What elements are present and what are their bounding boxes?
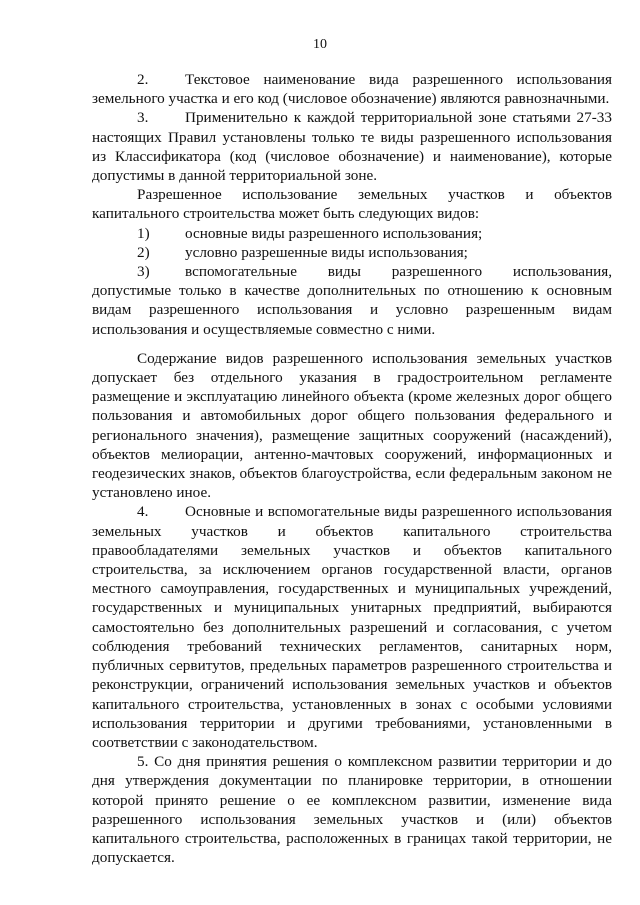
paragraph-text: Текстовое наименование вида разрешенного использования земельного участка и его код (числовое обозначение) являются равнозначными. [92, 71, 612, 108]
list-item-text: основные виды разрешенного использования; [185, 224, 483, 242]
list-item-number: 1) [137, 224, 150, 242]
paragraph-4 [92, 502, 612, 752]
list-item-3 [92, 262, 612, 339]
paragraph-text: Применительно к каждой территориальной зоне статьями 27-33 настоящих Правил установлены только те виды разрешенного использования из Классификатора (код (числовое обозначение) и наименование), которые допустимы в данной территориальной зоне. [92, 109, 612, 185]
page-number: 10 [313, 37, 327, 52]
paragraph-number: 2. [137, 71, 149, 88]
paragraph-3 [92, 108, 612, 185]
list-item-text: вспомогательные виды разрешенного использования, допустимые только в качестве дополнительных по отношению к основным видам разрешенного использования и условно разрешенным видам использования и осуществляемые совместно с ними. [92, 263, 612, 338]
paragraph-number: 3. [137, 109, 149, 127]
list-item-number: 2) [137, 243, 150, 261]
paragraph-5: 5. Со дня принятия решения о комплексном развитии территории и до дня утверждения документации по планировке территории, в отношении которой принято решение о ее комплексном развитии, изменение вида разрешенного использования земельных участков и (или) объектов капитального строительства, расположенных в границах такой территории, не допускается. [92, 753, 612, 867]
paragraph-2 [92, 70, 612, 108]
document-body [92, 70, 612, 867]
paragraph-types-intro: Разрешенное использование земельных участков и объектов капитального строительства может быть следующих видов: [92, 186, 612, 223]
list-item-number: 3) [137, 263, 150, 281]
paragraph-number: 4. [137, 503, 149, 521]
paragraph-content-of-types: Содержание видов разрешенного использования земельных участков допускает без отдельного указания в градостроительном регламенте размещение и эксплуатацию линейного объекта (кроме железных дорог общего пользования и автомобильных дорог общего пользования федерального и регионального значения), размещение защитных сооружений (насаждений), объектов мелиорации, антенно-мачтовых сооружений, информационных и геодезических знаков, объектов благоустройства, если федеральным законом не установлено иное. [92, 349, 612, 502]
list-item-2 [92, 243, 612, 262]
list-item-text: условно разрешенные виды использования; [185, 243, 468, 261]
paragraph-text: Основные и вспомогательные виды разрешенного использования земельных участков и объектов капитального строительства правообладателями земельных участков и объектов капитального строительства, за исключением органов государственной власти, органов местного самоуправления, государственных и муниципальных учреждений, государственных и муниципальных унитарных предприятий, выбираются самостоятельно без дополнительных разрешений и согласования, с учетом соблюдения требований технических регламентов, санитарных норм, публичных сервитутов, предельных параметров разрешенного строительства и реконструкции, ограничений использования земельных участков и объектов капитального строительства, установленных в зонах с особыми условиями использования территории и другими требованиями, установленными в соответствии с законодательством. [92, 503, 612, 751]
list-item-1 [92, 224, 612, 243]
